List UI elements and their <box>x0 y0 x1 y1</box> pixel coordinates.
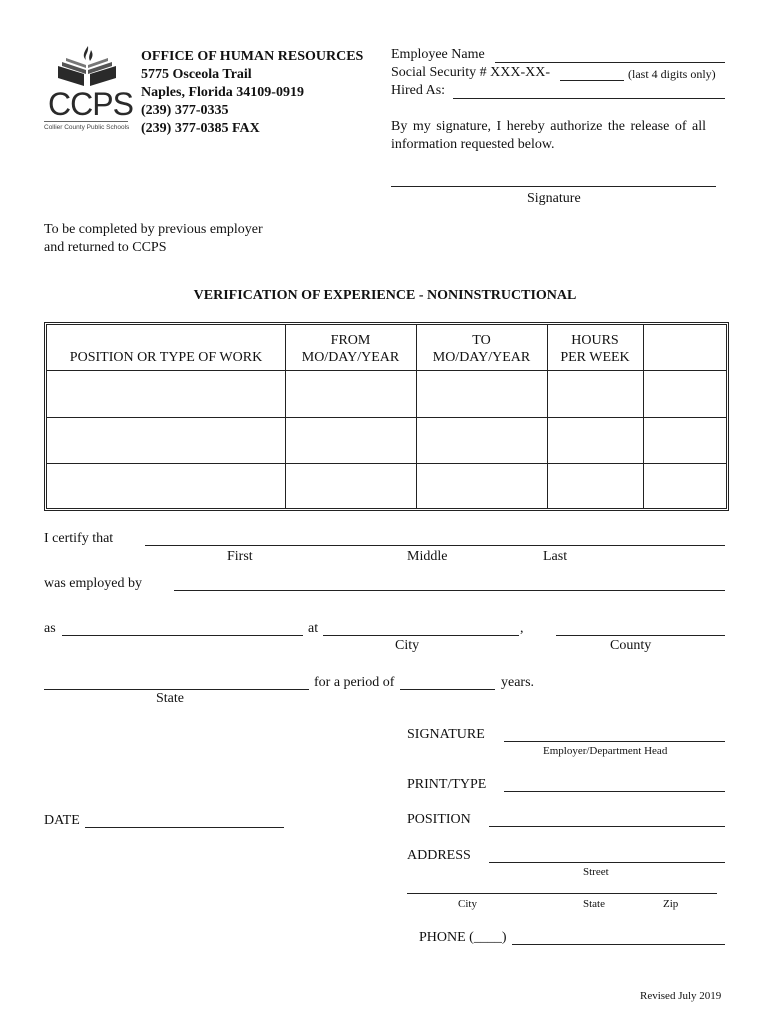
at-label: at <box>308 621 319 636</box>
form-title: VERIFICATION OF EXPERIENCE - NONINSTRUCTIONAL <box>193 288 577 303</box>
office-name: OFFICE OF HUMAN RESOURCES <box>141 49 364 64</box>
print-type-label: PRINT/TYPE <box>407 777 487 792</box>
employer-signature-label: SIGNATURE <box>407 727 485 742</box>
years-field[interactable] <box>400 689 495 690</box>
office-fax: (239) 377-0385 FAX <box>141 121 260 136</box>
authorize-text-1: By my signature, I hereby authorize the release of all <box>391 119 706 134</box>
street-caption: Street <box>583 866 609 878</box>
middle-name-caption: Middle <box>407 549 448 564</box>
hired-as-label: Hired As: <box>391 83 446 98</box>
city-caption: City <box>395 638 420 653</box>
row3-from-cell[interactable] <box>286 464 416 508</box>
position-field[interactable] <box>489 826 725 827</box>
county-caption: County <box>610 638 652 653</box>
row1-from-cell[interactable] <box>286 371 416 417</box>
row3-to-cell[interactable] <box>417 464 547 508</box>
row2-position-cell[interactable] <box>47 418 285 463</box>
address-label: ADDRESS <box>407 848 471 863</box>
employee-signature-field[interactable] <box>391 186 716 187</box>
row3-hours-cell[interactable] <box>548 464 643 508</box>
row1-extra-cell[interactable] <box>644 371 726 417</box>
col-hours-header: HOURS PER WEEK <box>560 333 630 365</box>
employer-name-field[interactable] <box>174 590 725 591</box>
phone-field[interactable] <box>512 944 725 945</box>
last-name-caption: Last <box>543 549 568 564</box>
hired-as-field[interactable] <box>453 98 725 99</box>
row2-extra-cell[interactable] <box>644 418 726 463</box>
as-label: as <box>44 621 56 636</box>
address-state-caption: State <box>583 898 605 910</box>
print-type-field[interactable] <box>504 791 725 792</box>
date-field[interactable] <box>85 827 284 828</box>
address-city-caption: City <box>458 898 477 910</box>
instructions-line-1: To be completed by previous employer <box>44 222 263 237</box>
authorize-text-2: information requested below. <box>391 137 555 152</box>
job-title-field[interactable] <box>62 635 303 636</box>
experience-table <box>44 322 729 511</box>
col-from-header: FROM MO/DAY/YEAR <box>301 333 400 365</box>
employer-signature-field[interactable] <box>504 741 725 742</box>
row1-hours-cell[interactable] <box>548 371 643 417</box>
city-state-zip-field[interactable] <box>407 893 717 894</box>
employer-signature-caption: Employer/Department Head <box>543 745 668 757</box>
state-field[interactable] <box>44 689 309 690</box>
row1-to-cell[interactable] <box>417 371 547 417</box>
employee-fullname-field[interactable] <box>145 545 725 546</box>
first-name-caption: First <box>227 549 253 564</box>
employee-name-label: Employee Name <box>391 47 485 62</box>
comma: , <box>520 621 524 636</box>
col-to-header: TO MO/DAY/YEAR <box>432 333 531 365</box>
period-label: for a period of <box>314 675 395 690</box>
city-field[interactable] <box>323 635 519 636</box>
ccps-logo <box>44 44 133 136</box>
office-street: 5775 Osceola Trail <box>141 67 252 82</box>
ssn-field[interactable] <box>560 80 624 81</box>
revised-date: Revised July 2019 <box>640 990 722 1002</box>
ssn-label: Social Security # XXX-XX- <box>391 65 551 80</box>
col-position-header: POSITION OR TYPE OF WORK <box>69 350 263 365</box>
logo-text: CCPS <box>48 86 133 122</box>
instructions-line-2: and returned to CCPS <box>44 240 167 255</box>
logo-subtitle: Collier County Public Schools <box>44 124 130 131</box>
years-label: years. <box>501 675 535 690</box>
employee-name-field[interactable] <box>495 62 725 63</box>
row3-position-cell[interactable] <box>47 464 285 508</box>
row2-from-cell[interactable] <box>286 418 416 463</box>
row1-position-cell[interactable] <box>47 371 285 417</box>
office-phone: (239) 377-0335 <box>141 103 229 118</box>
state-caption: State <box>156 691 184 706</box>
phone-label: PHONE (____) <box>419 930 507 945</box>
employed-by-label: was employed by <box>44 576 142 591</box>
row2-to-cell[interactable] <box>417 418 547 463</box>
book-torch-icon <box>44 44 130 88</box>
logo-divider <box>44 121 128 122</box>
row3-extra-cell[interactable] <box>644 464 726 508</box>
ssn-note: (last 4 digits only) <box>628 67 716 81</box>
position-label: POSITION <box>407 812 471 827</box>
county-field[interactable] <box>556 635 725 636</box>
address-zip-caption: Zip <box>663 898 679 910</box>
date-label: DATE <box>44 813 80 828</box>
certify-label: I certify that <box>44 531 114 546</box>
office-city: Naples, Florida 34109-0919 <box>141 85 304 100</box>
row2-hours-cell[interactable] <box>548 418 643 463</box>
employee-signature-label: Signature <box>527 191 581 206</box>
street-field[interactable] <box>489 862 725 863</box>
